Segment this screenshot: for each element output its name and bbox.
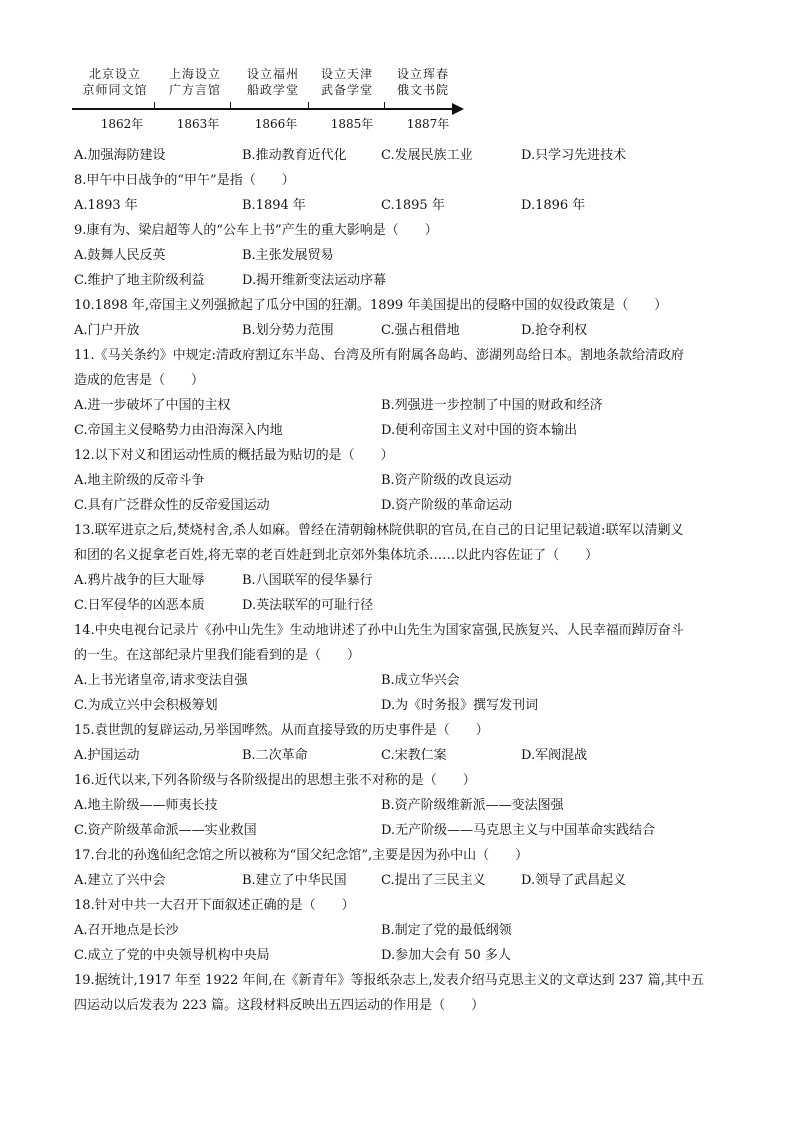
option-c: C.帝国主义侵略势力由沿海深入内地 xyxy=(74,423,283,438)
option-d: D.只学习先进技术 xyxy=(521,148,627,163)
option-c: C.宋教仁案 xyxy=(381,748,447,763)
question-stem: 16.近代以来,下列各阶级与各阶级提出的思想主张不对称的是（ ） xyxy=(74,773,476,788)
option-d: D.为《时务报》撰写发刊词 xyxy=(381,698,539,713)
option-a: A.门户开放 xyxy=(74,323,140,338)
option-d: D.无产阶级——马克思主义与中国革命实践结合 xyxy=(381,823,656,838)
timeline-event: 设立天津 武备学堂 xyxy=(320,67,373,97)
option-c: C.维护了地主阶级利益 xyxy=(74,273,205,288)
option-d: D.英法联军的可耻行径 xyxy=(242,598,374,613)
option-a: A.鸦片战争的巨大耻辱 xyxy=(74,573,205,588)
timeline-axis xyxy=(72,108,456,110)
option-a: A.上书光诸皇帝,请求变法自强 xyxy=(74,673,248,688)
option-b: B.资产阶级的改良运动 xyxy=(381,473,512,488)
question-stem: 造成的危害是（ ） xyxy=(74,373,205,388)
option-b: B.八国联军的侵华暴行 xyxy=(242,573,373,588)
option-c: C.1895 年 xyxy=(381,198,445,213)
question-stem: 9.康有为、梁启超等人的“公车上书”产生的重大影响是（ ） xyxy=(74,223,438,238)
option-a: A.地主阶级的反帝斗争 xyxy=(74,473,205,488)
option-d: D.参加大会有 50 多人 xyxy=(381,948,511,963)
option-a: A.1893 年 xyxy=(74,198,138,213)
timeline-tick xyxy=(384,102,385,109)
option-b: B.主张发展贸易 xyxy=(242,248,334,263)
option-d: D.资产阶级的革命运动 xyxy=(381,498,513,513)
question-stem: 和团的名义捉拿老百姓,将无辜的老百姓赶到北京郊外集体坑杀……以此内容佐证了（ ） xyxy=(74,548,599,563)
option-b: B.成立华兴会 xyxy=(381,673,460,688)
option-c: C.为成立兴中会积极筹划 xyxy=(74,698,218,713)
question-stem: 14.中央电视台记录片《孙中山先生》生动地讲述了孙中山先生为国家富强,民族复兴、人民幸福而踔厉奋斗 xyxy=(74,623,684,638)
option-b: B.制定了党的最低纲领 xyxy=(381,923,512,938)
timeline-year: 1863年 xyxy=(176,117,220,131)
option-c: C.强占租借地 xyxy=(381,323,460,338)
question-stem: 17.台北的孙逸仙纪念馆之所以被称为“国父纪念馆”,主要是因为孙中山（ ） xyxy=(74,848,529,863)
timeline-tick xyxy=(154,102,155,109)
question-stem: 13.联军进京之后,焚烧村舍,杀人如麻。曾经在清朝翰林院供职的官员,在自己的日记里记载道:联军以清剿义 xyxy=(74,523,684,538)
option-a: A.召开地点是长沙 xyxy=(74,923,179,938)
timeline-year: 1885年 xyxy=(330,117,374,131)
question-stem: 的一生。在这部纪录片里我们能看到的是（ ） xyxy=(74,648,361,663)
option-d: D.揭开维新变法运动序幕 xyxy=(242,273,387,288)
question-stem: 10.1898 年,帝国主义列强掀起了瓜分中国的狂潮。1899 年美国提出的侵略中国的奴役政策是（ ） xyxy=(74,298,668,313)
option-b: B.1894 年 xyxy=(242,198,306,213)
timeline-event: 北京设立 京师同文馆 xyxy=(82,67,148,97)
question-stem: 18.针对中共一大召开下面叙述正确的是（ ） xyxy=(74,898,355,913)
option-a: A.鼓舞人民反英 xyxy=(74,248,166,263)
education-timeline xyxy=(72,66,472,136)
option-d: D.军阀混战 xyxy=(521,748,588,763)
question-stem: 11.《马关条约》中规定:清政府割辽东半岛、台湾及所有附属各岛屿、澎湖列岛给日本。割地条款给清政府 xyxy=(74,348,685,363)
option-a: A.加强海防建设 xyxy=(74,148,166,163)
option-d: D.领导了武昌起义 xyxy=(521,873,627,888)
question-stem: 15.袁世凯的复辟运动,另举国哗然。从而直接导致的历史事件是（ ） xyxy=(74,723,489,738)
timeline-year: 1887年 xyxy=(406,117,450,131)
timeline-arrow-icon xyxy=(452,103,464,115)
timeline-tick xyxy=(308,102,309,109)
option-b: B.二次革命 xyxy=(242,748,308,763)
option-b: B.列强进一步控制了中国的财政和经济 xyxy=(381,398,603,413)
question-stem: 四运动以后发表为 223 篇。这段材料反映出五四运动的作用是（ ） xyxy=(74,998,485,1013)
option-c: C.日军侵华的凶恶本质 xyxy=(74,598,205,613)
timeline-tick xyxy=(230,102,231,109)
question-stem: 12.以下对义和团运动性质的概括最为贴切的是（ ） xyxy=(74,448,394,463)
timeline-year: 1862年 xyxy=(100,117,144,131)
option-c: C.发展民族工业 xyxy=(381,148,473,163)
option-b: B.资产阶级维新派——变法图强 xyxy=(381,798,564,813)
option-a: A.进一步破坏了中国的主权 xyxy=(74,398,231,413)
timeline-event: 设立福州 船政学堂 xyxy=(246,67,299,97)
option-c: C.具有广泛群众性的反帝爱国运动 xyxy=(74,498,270,513)
question-stem: 19.据统计,1917 年至 1922 年间,在《新青年》等报纸杂志上,发表介绍马克思主义的文章达到 237 篇,其中五 xyxy=(74,973,704,988)
option-b: B.建立了中华民国 xyxy=(242,873,347,888)
timeline-event: 设立珲春 俄文书院 xyxy=(396,67,449,97)
option-d: D.1896 年 xyxy=(521,198,586,213)
option-c: C.提出了三民主义 xyxy=(381,873,486,888)
option-b: B.划分势力范围 xyxy=(242,323,334,338)
option-a: A.护国运动 xyxy=(74,748,140,763)
option-a: A.地主阶级——师夷长技 xyxy=(74,798,218,813)
option-a: A.建立了兴中会 xyxy=(74,873,166,888)
timeline-year: 1866年 xyxy=(254,117,298,131)
option-c: C.成立了党的中央领导机构中央局 xyxy=(74,948,270,963)
option-d: D.便利帝国主义对中国的资本输出 xyxy=(381,423,578,438)
option-d: D.抢夺利权 xyxy=(521,323,588,338)
option-c: C.资产阶级革命派——实业救国 xyxy=(74,823,257,838)
timeline-event: 上海设立 广方言馆 xyxy=(168,67,221,97)
question-stem: 8.甲午中日战争的“甲午”是指（ ） xyxy=(74,173,295,188)
option-b: B.推动教育近代化 xyxy=(242,148,347,163)
